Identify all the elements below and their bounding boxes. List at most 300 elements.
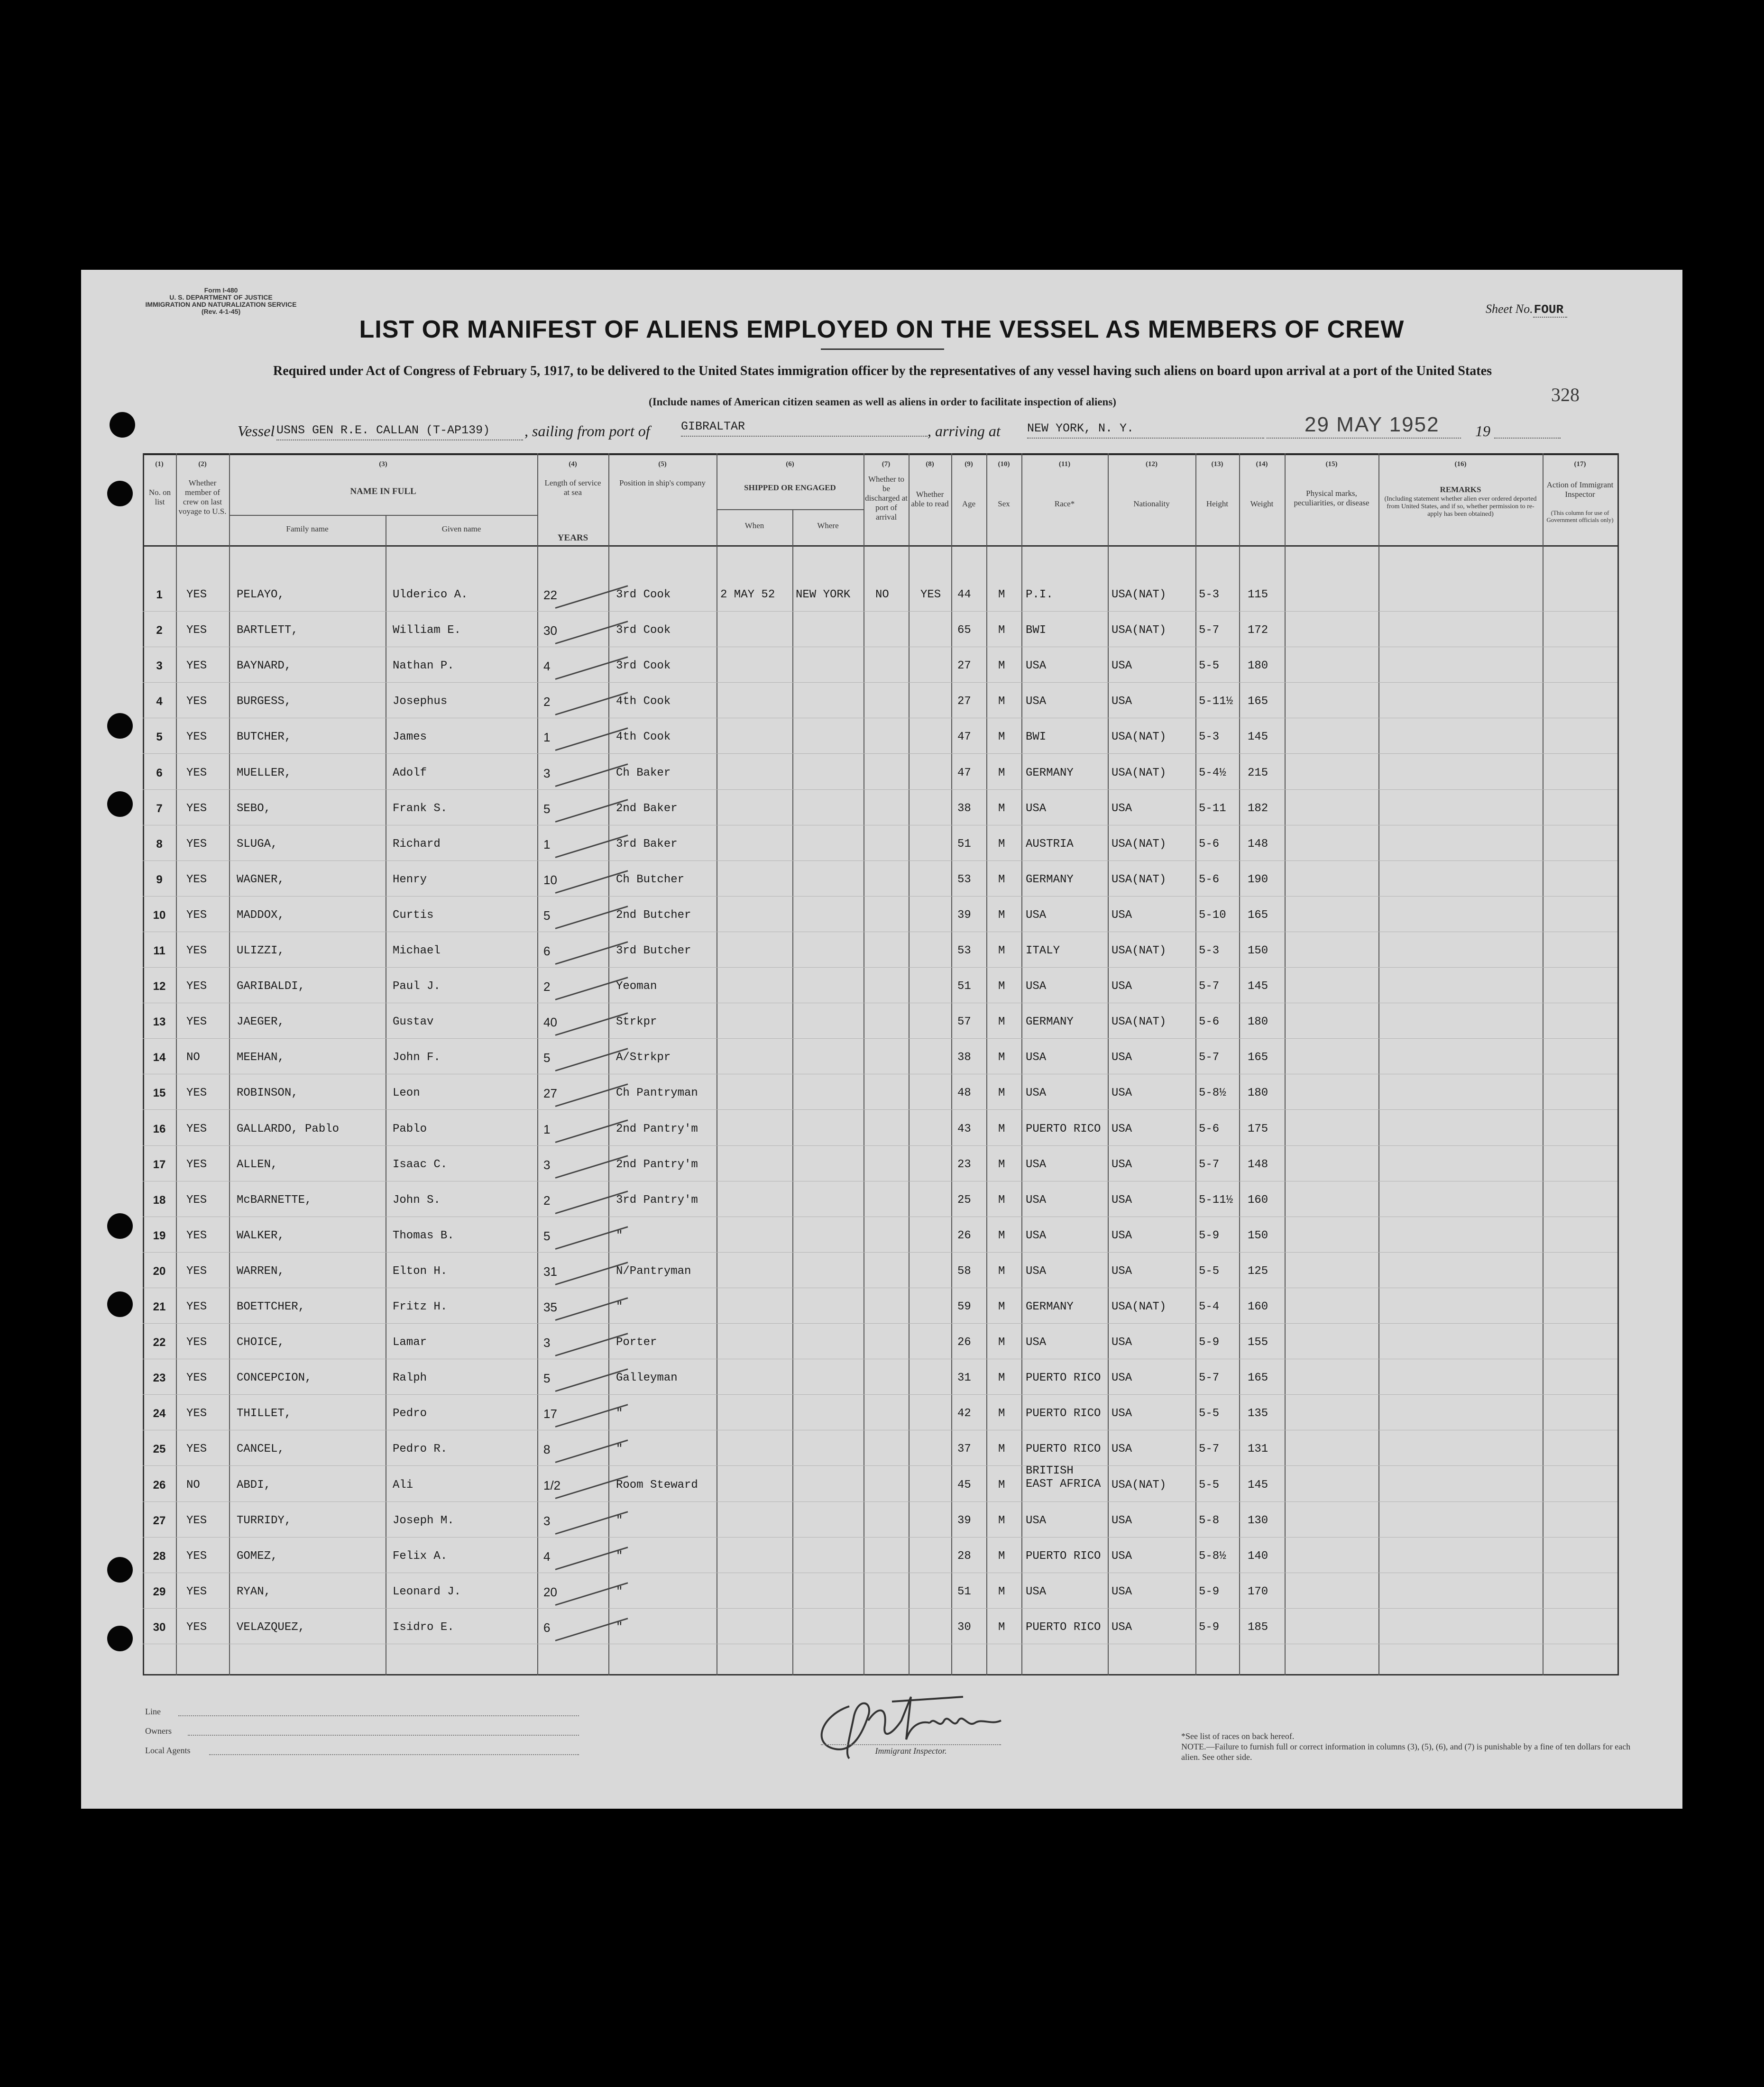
row-number-cell: 19	[153, 1229, 166, 1242]
given-name-cell: Ralph	[393, 1372, 427, 1385]
height-cell: 5-6	[1199, 873, 1220, 886]
weight-cell: 125	[1248, 1264, 1268, 1278]
race-cell: PUERTO RICO	[1026, 1407, 1101, 1420]
last-voyage-cell: YES	[186, 980, 207, 993]
row-rule	[143, 896, 1617, 897]
row-number-cell: 9	[156, 873, 163, 886]
last-voyage-cell: YES	[186, 1158, 207, 1171]
race-cell: USA	[1026, 802, 1047, 815]
last-voyage-cell: YES	[186, 1443, 207, 1456]
race-cell: USA	[1026, 1336, 1047, 1349]
date-stamp: 29 MAY 1952	[1305, 413, 1440, 436]
col-header-age: Age	[962, 499, 976, 508]
last-voyage-cell: NO	[186, 1478, 200, 1492]
sex-cell: M	[998, 1407, 1005, 1420]
age-cell: 37	[957, 1443, 971, 1456]
last-voyage-cell: YES	[186, 1514, 207, 1527]
race-cell: USA	[1026, 908, 1047, 922]
position-cell: "	[616, 1300, 623, 1313]
service-years-cell: 5	[543, 1051, 551, 1065]
shipped-divider	[717, 509, 864, 510]
service-years-cell: 4	[543, 659, 551, 674]
nationality-cell: USA(NAT)	[1112, 1016, 1167, 1029]
position-cell: "	[616, 1514, 623, 1527]
height-cell: 5-8½	[1199, 1087, 1226, 1100]
punch-hole	[107, 1213, 133, 1239]
height-cell: 5-11½	[1199, 1193, 1233, 1207]
height-cell: 5-7	[1199, 1158, 1220, 1171]
age-cell: 38	[957, 802, 971, 815]
row-number-cell: 24	[153, 1407, 166, 1420]
sex-cell: M	[998, 766, 1005, 779]
col-header-remarks: REMARKS	[1440, 485, 1481, 494]
row-number-cell: 11	[153, 944, 165, 957]
row-number-cell: 2	[156, 624, 163, 637]
age-cell: 58	[957, 1264, 971, 1278]
sex-cell: M	[998, 1087, 1005, 1100]
nationality-cell: USA	[1112, 1229, 1132, 1242]
sex-cell: M	[998, 1372, 1005, 1385]
sheet-number-value: FOUR	[1533, 302, 1567, 318]
col-header-given-name: Given name	[441, 524, 481, 533]
local-agents-label: Local Agents	[145, 1746, 191, 1755]
last-voyage-cell: YES	[186, 1087, 207, 1100]
last-voyage-cell: YES	[186, 1549, 207, 1563]
column-divider	[1021, 453, 1022, 1675]
height-cell: 5-10	[1199, 908, 1226, 922]
nationality-cell: USA(NAT)	[1112, 1478, 1167, 1492]
sex-cell: M	[998, 802, 1005, 815]
race-cell: BWI	[1026, 731, 1047, 744]
last-voyage-cell: YES	[186, 624, 207, 637]
last-voyage-cell: YES	[186, 1229, 207, 1242]
age-cell: 27	[957, 659, 971, 673]
row-number-cell: 28	[153, 1549, 166, 1563]
col-header-read: Whether able to read	[911, 490, 949, 508]
col-num: (11)	[1058, 460, 1071, 468]
race-cell: GERMANY	[1026, 873, 1074, 886]
race-cell: GERMANY	[1026, 1016, 1074, 1029]
races-note: *See list of races on back hereof.	[1181, 1731, 1295, 1741]
race-cell: BWI	[1026, 624, 1047, 637]
discharged-cell: NO	[875, 588, 889, 601]
weight-cell: 135	[1248, 1407, 1268, 1420]
weight-cell: 185	[1248, 1620, 1268, 1634]
race-cell: USA	[1026, 1087, 1047, 1100]
port-to: NEW YORK, N. Y.	[1027, 421, 1264, 439]
race-cell: ITALY	[1026, 944, 1060, 957]
row-number-cell: 30	[153, 1620, 166, 1634]
weight-cell: 165	[1248, 1372, 1268, 1385]
col-header-action: Action of Immigrant Inspector	[1546, 480, 1614, 499]
sex-cell: M	[998, 908, 1005, 922]
row-number-cell: 3	[156, 659, 163, 673]
page-title: LIST OR MANIFEST OF ALIENS EMPLOYED ON THE VESSEL AS MEMBERS OF CREW	[359, 316, 1405, 343]
given-name-cell: Richard	[393, 837, 441, 851]
family-name-cell: CANCEL,	[237, 1443, 285, 1456]
punch-hole	[107, 713, 133, 739]
position-cell: Galleyman	[616, 1372, 678, 1385]
service-years-cell: 40	[543, 1015, 557, 1030]
weight-cell: 165	[1248, 1051, 1268, 1064]
punch-hole	[107, 481, 133, 506]
punch-hole	[110, 412, 135, 438]
row-rule	[143, 1608, 1617, 1609]
service-years-cell: 1	[543, 1122, 551, 1136]
given-name-cell: John S.	[393, 1193, 441, 1207]
col-num: (17)	[1574, 460, 1586, 468]
sex-cell: M	[998, 980, 1005, 993]
last-voyage-cell: YES	[186, 1407, 207, 1420]
row-number-cell: 22	[153, 1336, 166, 1349]
last-voyage-cell: YES	[186, 1336, 207, 1349]
family-name-cell: CONCEPCION,	[237, 1372, 312, 1385]
service: IMMIGRATION AND NATURALIZATION SERVICE	[145, 301, 297, 308]
height-cell: 5-11	[1199, 802, 1226, 815]
given-name-cell: Gustav	[393, 1016, 434, 1029]
age-cell: 23	[957, 1158, 971, 1171]
line-label: Line	[145, 1707, 161, 1716]
last-voyage-cell: YES	[186, 659, 207, 673]
family-name-cell: PELAYO,	[237, 588, 285, 601]
row-number-cell: 10	[153, 908, 166, 922]
age-cell: 51	[957, 1585, 971, 1598]
age-cell: 26	[957, 1336, 971, 1349]
given-name-cell: Curtis	[393, 908, 434, 922]
position-cell: 2nd Pantry'm	[616, 1158, 698, 1171]
col-num: (9)	[965, 460, 973, 468]
sheet-number-label: Sheet No.	[1486, 302, 1533, 316]
weight-cell: 150	[1248, 1229, 1268, 1242]
position-cell: "	[616, 1549, 623, 1563]
year-label: 19	[1475, 422, 1490, 439]
row-number-cell: 23	[153, 1372, 166, 1385]
position-cell: "	[616, 1229, 623, 1242]
given-name-cell: Ali	[393, 1478, 413, 1492]
nationality-cell: USA(NAT)	[1112, 944, 1167, 957]
sex-cell: M	[998, 1158, 1005, 1171]
local-agents-field	[209, 1754, 579, 1755]
height-cell: 5-6	[1199, 1016, 1220, 1029]
position-cell: 4th Cook	[616, 695, 671, 708]
service-years-cell: 10	[543, 872, 557, 887]
sex-cell: M	[998, 873, 1005, 886]
position-cell: Ch Pantryman	[616, 1087, 698, 1100]
nationality-cell: USA	[1112, 1514, 1132, 1527]
col-header-nationality: Nationality	[1133, 499, 1170, 508]
column-divider	[1617, 453, 1619, 1675]
given-name-cell: Josephus	[393, 695, 448, 708]
height-cell: 5-9	[1199, 1585, 1220, 1598]
family-name-cell: ROBINSON,	[237, 1087, 298, 1100]
row-rule	[143, 1252, 1617, 1253]
nationality-cell: USA	[1112, 1585, 1132, 1598]
col-num: (5)	[658, 460, 667, 468]
nationality-cell: USA	[1112, 1087, 1132, 1100]
revision: (Rev. 4-1-45)	[201, 308, 241, 315]
age-cell: 45	[957, 1478, 971, 1492]
weight-cell: 131	[1248, 1443, 1268, 1456]
age-cell: 53	[957, 873, 971, 886]
row-rule	[143, 1537, 1617, 1538]
race-cell: USA	[1026, 1051, 1047, 1064]
nationality-cell: USA(NAT)	[1112, 1300, 1167, 1313]
footnotes	[1181, 1731, 1636, 1762]
height-cell: 5-5	[1199, 1264, 1220, 1278]
col-header-no: No. on list	[148, 488, 171, 506]
row-number-cell: 26	[153, 1478, 166, 1492]
family-name-cell: THILLET,	[237, 1407, 292, 1420]
age-cell: 28	[957, 1549, 971, 1563]
race-cell: GERMANY	[1026, 1300, 1074, 1313]
given-name-cell: John F.	[393, 1051, 441, 1064]
weight-cell: 180	[1248, 659, 1268, 673]
column-divider	[176, 453, 177, 1675]
race-cell: USA	[1026, 695, 1047, 708]
height-cell: 5-7	[1199, 1051, 1220, 1064]
manifest-sheet	[81, 270, 1682, 1809]
col-header-name: NAME IN FULL	[350, 486, 416, 496]
given-name-cell: Michael	[393, 944, 441, 957]
family-name-cell: JAEGER,	[237, 1016, 285, 1029]
age-cell: 57	[957, 1016, 971, 1029]
position-cell: 4th Cook	[616, 731, 671, 744]
col-num: (14)	[1256, 460, 1268, 468]
service-years-cell: 3	[543, 1157, 551, 1172]
service-years-cell: 4	[543, 1549, 551, 1564]
col-header-family-name: Family name	[286, 524, 329, 533]
row-rule	[143, 1323, 1617, 1324]
service-years-cell: 5	[543, 801, 551, 816]
height-cell: 5-4	[1199, 1300, 1220, 1313]
height-cell: 5-5	[1199, 659, 1220, 673]
row-rule	[143, 753, 1617, 754]
given-name-cell: William E.	[393, 624, 461, 637]
height-cell: 5-3	[1199, 731, 1220, 744]
last-voyage-cell: YES	[186, 766, 207, 779]
sex-cell: M	[998, 837, 1005, 851]
given-name-cell: Adolf	[393, 766, 427, 779]
given-name-cell: Fritz H.	[393, 1300, 448, 1313]
sex-cell: M	[998, 1620, 1005, 1634]
height-cell: 5-5	[1199, 1407, 1220, 1420]
weight-cell: 172	[1248, 624, 1268, 637]
last-voyage-cell: YES	[186, 1585, 207, 1598]
title-rule	[821, 348, 944, 350]
given-name-cell: Joseph M.	[393, 1514, 454, 1527]
position-cell: Room Steward	[616, 1478, 698, 1492]
col-num: (3)	[379, 460, 387, 468]
vessel-name: USNS GEN R.E. CALLAN (T-AP139)	[276, 423, 523, 440]
position-cell: A/Strkpr	[616, 1051, 671, 1064]
col-num: (15)	[1325, 460, 1338, 468]
row-number-cell: 14	[153, 1051, 166, 1064]
height-cell: 5-3	[1199, 944, 1220, 957]
sex-cell: M	[998, 1016, 1005, 1029]
position-cell: 3rd Cook	[616, 624, 671, 637]
service-years-cell: 1	[543, 730, 551, 745]
position-cell: 2nd Baker	[616, 802, 678, 815]
last-voyage-cell: YES	[186, 588, 207, 601]
given-name-cell: Nathan P.	[393, 659, 454, 673]
family-name-cell: TURRIDY,	[237, 1514, 292, 1527]
weight-cell: 145	[1248, 980, 1268, 993]
age-cell: 47	[957, 731, 971, 744]
position-cell: 3rd Baker	[616, 837, 678, 851]
height-cell: 5-9	[1199, 1229, 1220, 1242]
sex-cell: M	[998, 1443, 1005, 1456]
age-cell: 65	[957, 624, 971, 637]
row-rule	[143, 1038, 1617, 1039]
position-cell: "	[616, 1620, 623, 1634]
shipped-when-cell: 2 MAY 52	[720, 588, 775, 601]
last-voyage-cell: YES	[186, 731, 207, 744]
height-cell: 5-3	[1199, 588, 1220, 601]
sailing-label: , sailing from port of	[524, 422, 650, 439]
service-years-cell: 5	[543, 1371, 551, 1386]
position-cell: "	[616, 1407, 623, 1420]
col-header-position: Position in ship's company	[619, 478, 706, 487]
family-name-cell: BOETTCHER,	[237, 1300, 305, 1313]
service-years-cell: 22	[543, 588, 557, 602]
service-years-cell: 6	[543, 1620, 551, 1635]
nationality-cell: USA	[1112, 659, 1132, 673]
row-rule	[143, 789, 1617, 790]
col-num: (1)	[155, 460, 164, 468]
race-cell: PUERTO RICO	[1026, 1372, 1101, 1385]
nationality-cell: USA(NAT)	[1112, 766, 1167, 779]
col-num: (16)	[1454, 460, 1467, 468]
col-header-where: Where	[817, 521, 839, 530]
column-divider	[792, 510, 793, 1675]
column-divider	[1378, 453, 1379, 1675]
nationality-cell: USA	[1112, 1443, 1132, 1456]
sex-cell: M	[998, 1264, 1005, 1278]
race-cell: P.I.	[1026, 588, 1053, 601]
given-name-cell: Pablo	[393, 1122, 427, 1135]
column-divider	[1195, 453, 1196, 1675]
row-number-cell: 8	[156, 837, 163, 851]
family-name-cell: ABDI,	[237, 1478, 271, 1492]
column-divider	[1108, 453, 1109, 1675]
age-cell: 59	[957, 1300, 971, 1313]
position-cell: 3rd Cook	[616, 659, 671, 673]
last-voyage-cell: YES	[186, 695, 207, 708]
service-years-cell: 27	[543, 1086, 557, 1101]
weight-cell: 182	[1248, 802, 1268, 815]
race-cell: USA	[1026, 1229, 1047, 1242]
weight-cell: 145	[1248, 731, 1268, 744]
last-voyage-cell: YES	[186, 1300, 207, 1313]
line-field	[178, 1715, 579, 1716]
last-voyage-cell: YES	[186, 873, 207, 886]
given-name-cell: Isaac C.	[393, 1158, 448, 1171]
column-divider	[537, 453, 538, 1675]
position-cell: "	[616, 1585, 623, 1598]
race-cell: USA	[1026, 1514, 1047, 1527]
sex-cell: M	[998, 695, 1005, 708]
position-cell: 3rd Butcher	[616, 944, 691, 957]
given-name-cell: Henry	[393, 873, 427, 886]
row-rule	[143, 682, 1617, 683]
row-rule	[143, 611, 1617, 612]
row-number-cell: 18	[153, 1193, 166, 1207]
col-header-race: Race*	[1054, 499, 1075, 508]
row-number-cell: 20	[153, 1264, 166, 1278]
weight-cell: 150	[1248, 944, 1268, 957]
department: U. S. DEPARTMENT OF JUSTICE	[169, 293, 273, 301]
column-divider	[1239, 453, 1240, 1675]
weight-cell: 148	[1248, 837, 1268, 851]
last-voyage-cell: YES	[186, 1016, 207, 1029]
age-cell: 39	[957, 1514, 971, 1527]
position-cell: 2nd Pantry'm	[616, 1122, 698, 1135]
col-num: (2)	[198, 460, 207, 468]
sex-cell: M	[998, 1478, 1005, 1492]
nationality-cell: USA	[1112, 1620, 1132, 1634]
last-voyage-cell: YES	[186, 1372, 207, 1385]
nationality-cell: USA(NAT)	[1112, 837, 1167, 851]
row-rule	[143, 1465, 1617, 1466]
nationality-cell: USA(NAT)	[1112, 731, 1167, 744]
weight-cell: 180	[1248, 1087, 1268, 1100]
service-years-cell: 1/2	[543, 1478, 561, 1492]
nationality-cell: USA	[1112, 1193, 1132, 1207]
age-cell: 31	[957, 1372, 971, 1385]
sex-cell: M	[998, 1300, 1005, 1313]
sex-cell: M	[998, 624, 1005, 637]
family-name-cell: RYAN,	[237, 1585, 271, 1598]
family-name-cell: VELAZQUEZ,	[237, 1620, 305, 1634]
race-cell: PUERTO RICO	[1026, 1620, 1101, 1634]
table-top-rule	[143, 453, 1617, 455]
subtitle-note: (Include names of American citizen seamen as well as aliens in order to facilitate inspection of aliens)	[649, 396, 1116, 408]
race-cell: PUERTO RICO	[1026, 1443, 1101, 1456]
col-num: (12)	[1146, 460, 1158, 468]
given-name-cell: Pedro	[393, 1407, 427, 1420]
sex-cell: M	[998, 1193, 1005, 1207]
year-field	[1494, 421, 1561, 439]
col-header-service: Length of service at sea	[544, 478, 601, 497]
port-from: GIBRALTAR	[681, 420, 928, 437]
position-cell: N/Pantryman	[616, 1264, 691, 1278]
given-name-cell: Isidro E.	[393, 1620, 454, 1634]
weight-cell: 165	[1248, 695, 1268, 708]
weight-cell: 180	[1248, 1016, 1268, 1029]
nationality-cell: USA	[1112, 1549, 1132, 1563]
nationality-cell: USA	[1112, 1122, 1132, 1135]
position-cell: Ch Baker	[616, 766, 671, 779]
stamp-number: 328	[1551, 384, 1580, 405]
family-name-cell: GARIBALDI,	[237, 980, 305, 993]
sex-cell: M	[998, 1051, 1005, 1064]
col-header-last-voyage: Whether member of crew on last voyage to U.S.	[178, 478, 227, 516]
form-identifier	[136, 287, 306, 315]
row-rule	[143, 967, 1617, 968]
service-years-cell: 2	[543, 979, 551, 994]
weight-cell: 160	[1248, 1193, 1268, 1207]
age-cell: 30	[957, 1620, 971, 1634]
weight-cell: 140	[1248, 1549, 1268, 1563]
given-name-cell: James	[393, 731, 427, 744]
row-number-cell: 13	[153, 1016, 166, 1029]
height-cell: 5-7	[1199, 624, 1220, 637]
given-name-cell: Felix A.	[393, 1549, 448, 1563]
position-cell: "	[616, 1443, 623, 1456]
race-cell: USA	[1026, 1158, 1047, 1171]
age-cell: 38	[957, 1051, 971, 1064]
position-cell: Yeoman	[616, 980, 657, 993]
